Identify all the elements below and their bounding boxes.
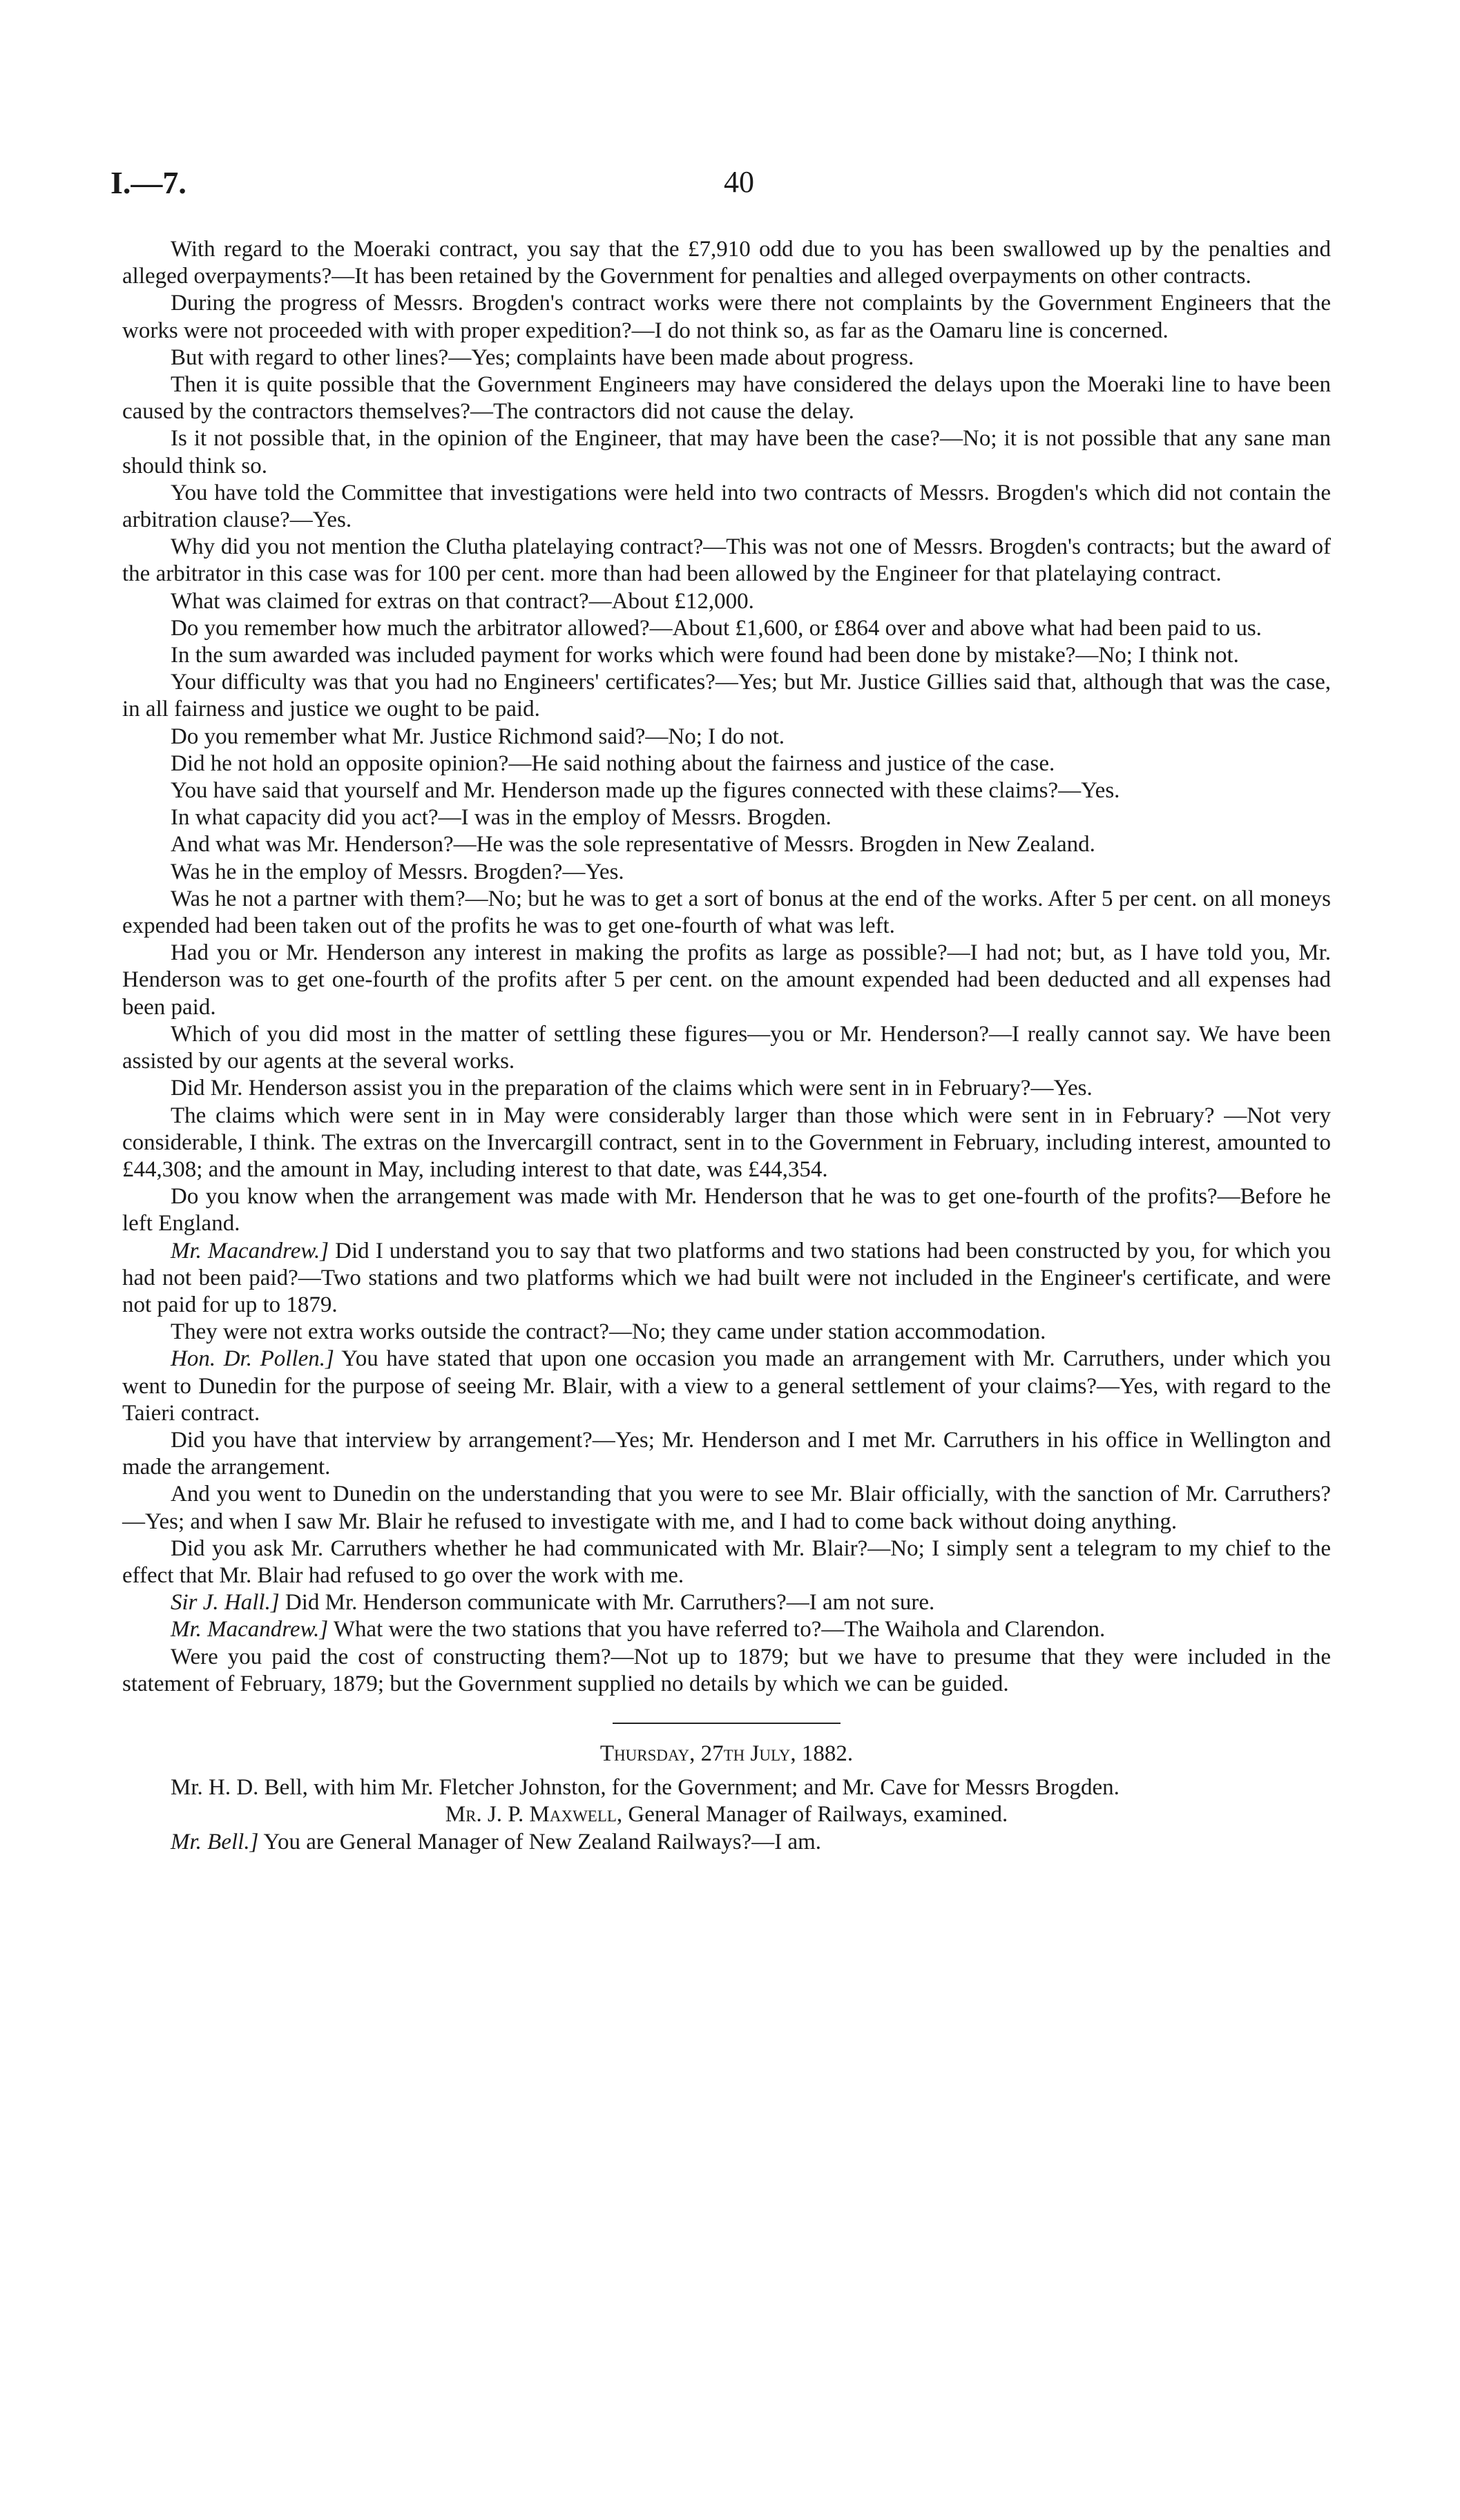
paragraph: Is it not possible that, in the opinion of the Engineer, that may have been the case?—No; it is not possible that any sane man should think so. bbox=[122, 426, 1331, 478]
paragraph: Do you remember how much the arbitrator allowed?—About £1,600, or £864 over and above what had been paid to us. bbox=[171, 615, 1262, 641]
speaker-paragraph bbox=[122, 1238, 1331, 1319]
paragraph: Was he not a partner with them?—No; but he was to get a sort of bonus at the end of the works. After 5 per cent. on all moneys expended had been taken out of the profits he was to get one-fourth of what was left. bbox=[122, 886, 1331, 939]
page-number: 40 bbox=[724, 165, 754, 199]
speaker-text: Did Mr. Henderson communicate with Mr. Carruthers?—I am not sure. bbox=[279, 1590, 935, 1616]
paragraph: You have told the Committee that investigations were held into two contracts of Messrs. Brogden's which did not contain the arbitration clause?—Yes. bbox=[122, 480, 1331, 533]
paragraph: The claims which were sent in in May were considerably larger than those which were sent in in February? —Not very considerable, I think. The extras on the Invercargill contract, sent in to the Government in February, including interest, amounted to £44,308; and the amount in May, including interest to that date, was £44,354. bbox=[122, 1103, 1331, 1182]
session-date-heading: Thursday, 27th July, 1882. bbox=[599, 1741, 854, 1766]
speaker-text: What were the two stations that you have referred to?—The Waihola and Clarendon. bbox=[328, 1617, 1106, 1642]
paragraph: Do you remember what Mr. Justice Richmond said?—No; I do not. bbox=[171, 724, 785, 749]
paragraph: What was claimed for extras on that contract?—About £12,000. bbox=[171, 588, 754, 614]
paragraph: And you went to Dunedin on the understanding that you were to see Mr. Blair officially, with the sanction of Mr. Carruthers?—Yes; and when I saw Mr. Blair he refused to investigate with me, and I had to come back without doing anything. bbox=[122, 1482, 1331, 1534]
speaker-name: Hon. Dr. Pollen.] bbox=[171, 1346, 334, 1372]
witness-role: General Manager of Railways, examined. bbox=[622, 1802, 1008, 1828]
speaker-paragraph bbox=[122, 1346, 1331, 1427]
paragraph: They were not extra works outside the contract?—No; they came under station accommodation. bbox=[171, 1319, 1046, 1345]
speaker-text: You are General Manager of New Zealand Railways?—I am. bbox=[258, 1829, 822, 1854]
paragraph: Had you or Mr. Henderson any interest in making the profits as large as possible?—I had not; but, as I have told you, Mr. Henderson was to get one-fourth of the profits after 5 per cent. on the amount expended had been deducted and all expenses had been paid. bbox=[122, 940, 1331, 1020]
paragraph: Were you paid the cost of constructing them?—Not up to 1879; but we have to presume that they were included in the statement of February, 1879; but the Government supplied no details by which we can be guided. bbox=[122, 1644, 1331, 1696]
page-header bbox=[111, 164, 1333, 206]
speaker-paragraph bbox=[122, 1616, 1331, 1643]
attendance-paragraph: Mr. H. D. Bell, with him Mr. Fletcher Johnston, for the Government; and Mr. Cave for Messrs Brogden. bbox=[171, 1775, 1120, 1801]
evidence-body bbox=[122, 236, 1331, 1856]
speaker-text: Did I understand you to say that two platforms and two stations had been constructed by you, for which you had not been paid?—Two stations and two platforms which we had built were not included in the Engineer's certificate, and were not paid for up to 1879. bbox=[122, 1238, 1331, 1317]
paragraph: But with regard to other lines?—Yes; complaints have been made about progress. bbox=[171, 345, 914, 370]
speaker-paragraph bbox=[122, 1829, 1331, 1856]
speaker-name: Sir J. Hall.] bbox=[171, 1590, 280, 1616]
paragraph: Then it is quite possible that the Government Engineers may have considered the delays upon the Moeraki line to have been caused by the contractors themselves?—The contractors did not cause the delay. bbox=[122, 372, 1331, 425]
speaker-name: Mr. Macandrew.] bbox=[171, 1617, 329, 1642]
paragraph: Did you ask Mr. Carruthers whether he had communicated with Mr. Blair?—No; I simply sent a telegram to my chief to the effect that Mr. Blair had refused to go over the work with me. bbox=[122, 1535, 1331, 1588]
speaker-paragraph bbox=[122, 1589, 1331, 1616]
paragraph: Did Mr. Henderson assist you in the preparation of the claims which were sent in in February?—Yes. bbox=[171, 1076, 1093, 1101]
paragraph: Did he not hold an opposite opinion?—He said nothing about the fairness and justice of the case. bbox=[171, 750, 1055, 776]
paragraph: In the sum awarded was included payment for works which were found had been done by mistake?—No; I think not. bbox=[171, 643, 1239, 668]
paragraph: Why did you not mention the Clutha platelaying contract?—This was not one of Messrs. Brogden's contracts; but the award of the arbitrator in this case was for 100 per cent. more than had been allowed by the Engineer for that platelaying contract. bbox=[122, 534, 1331, 587]
paragraph: Do you know when the arrangement was made with Mr. Henderson that he was to get one-fourth of the profits?—Before he left England. bbox=[122, 1184, 1331, 1237]
paragraph: Your difficulty was that you had no Engineers' certificates?—Yes; but Mr. Justice Gillies said that, although that was the case, in all fairness and justice we ought to be paid. bbox=[122, 670, 1331, 722]
paragraph: Which of you did most in the matter of settling these figures—you or Mr. Henderson?—I really cannot say. We have been assisted by our agents at the several works. bbox=[122, 1021, 1331, 1074]
speaker-name: Mr. Macandrew.] bbox=[171, 1238, 329, 1263]
paragraph: Did you have that interview by arrangement?—Yes; Mr. Henderson and I met Mr. Carruthers in his office in Wellington and made the arrangement. bbox=[122, 1427, 1331, 1480]
paragraph: You have said that yourself and Mr. Henderson made up the figures connected with these claims?—Yes. bbox=[171, 778, 1120, 804]
paragraph: With regard to the Moeraki contract, you say that the £7,910 odd due to you has been swallowed up by the penalties and alleged overpayments?—It has been retained by the Government for penalties and alleged overpayments on other contracts. bbox=[122, 237, 1331, 289]
speaker-name: Mr. Bell.] bbox=[171, 1829, 259, 1854]
document-reference: I.—7. bbox=[111, 165, 186, 200]
section-divider bbox=[613, 1723, 841, 1724]
paragraph: In what capacity did you act?—I was in the employ of Messrs. Brogden. bbox=[171, 805, 832, 831]
paragraph: And what was Mr. Henderson?—He was the sole representative of Messrs. Brogden in New Zealand. bbox=[171, 832, 1095, 857]
speaker-text: You have stated that upon one occasion you made an arrangement with Mr. Carruthers, under which you went to Dunedin for the purpose of seeing Mr. Blair, with a view to a general settlement of your claims?—Yes, with regard to the Taieri contract. bbox=[122, 1346, 1331, 1426]
witness-line bbox=[122, 1801, 1331, 1828]
witness-name: Mr. J. P. Maxwell, bbox=[445, 1802, 623, 1828]
paragraph: Was he in the employ of Messrs. Brogden?—Yes. bbox=[171, 859, 624, 884]
paragraph: During the progress of Messrs. Brogden's contract works were there not complaints by the Government Engineers that the works were not proceeded with with proper expedition?—I do not think so, as far as the Oamaru line is concerned. bbox=[122, 291, 1331, 343]
